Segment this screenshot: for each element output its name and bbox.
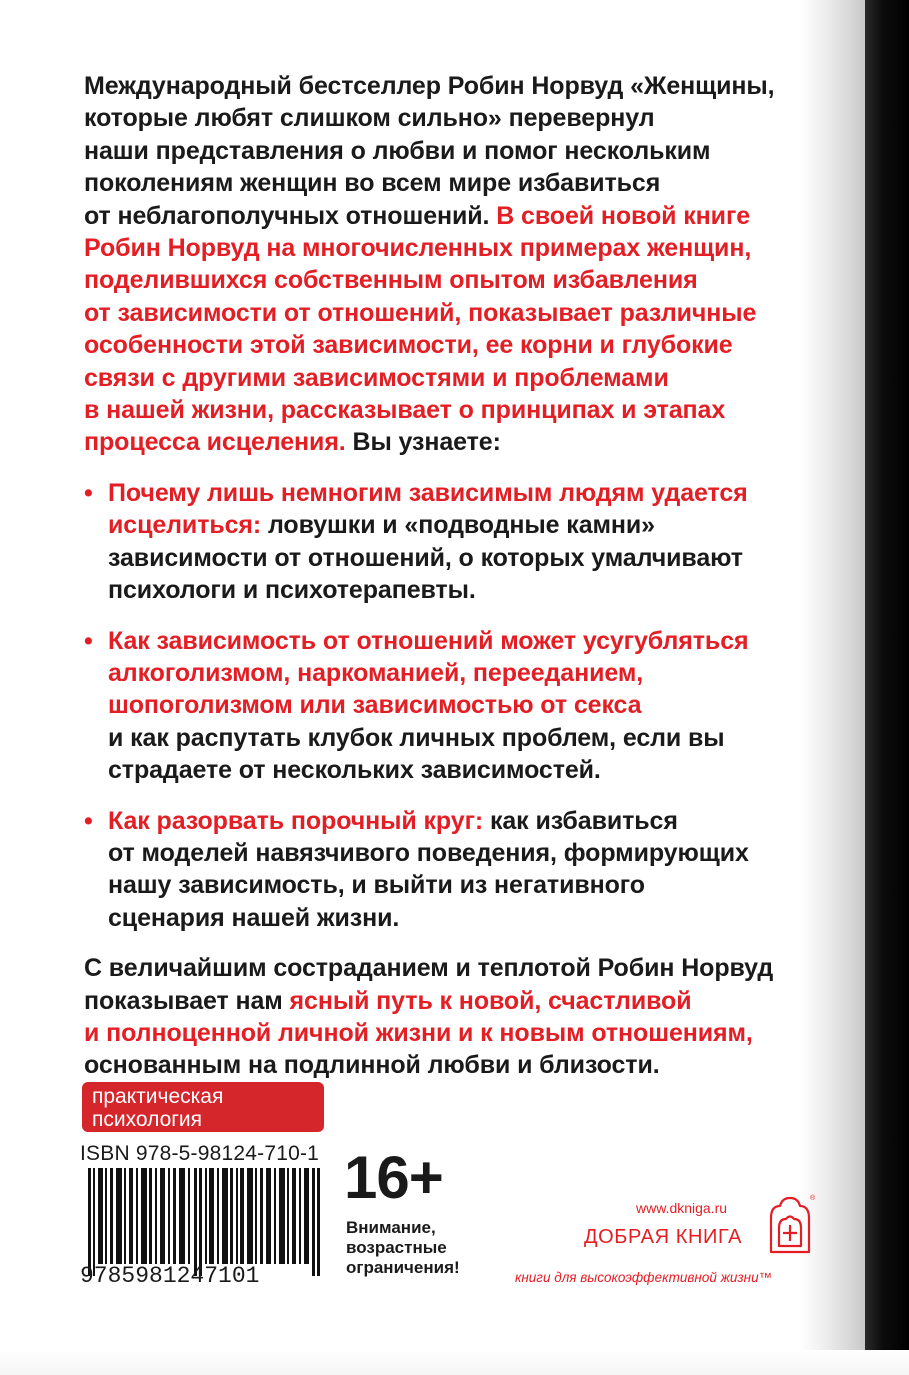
publisher-tagline: книги для высокоэффективной жизни™ — [515, 1270, 773, 1285]
bullet-dot-icon: • — [84, 806, 93, 835]
bullet-line: сценария нашей жизни. — [108, 903, 400, 932]
intro-line: в нашей жизни, рассказывает о принципах и этапах — [84, 396, 726, 425]
bullet-line: зависимости от отношений, о которых умалчивают — [108, 543, 743, 572]
bullet-dot-icon: • — [84, 626, 93, 655]
closing-line: и полноценной личной жизни и к новым отношениям, — [84, 1018, 753, 1047]
intro-line: Робин Норвуд на многочисленных примерах женщин, — [84, 234, 752, 263]
age-warning — [346, 1218, 506, 1278]
isbn-label: ISBN 978-5-98124-710-1 — [80, 1142, 320, 1165]
bullet-line: Как зависимость от отношений может усугубляться — [108, 626, 749, 655]
bullet-line: Почему лишь немногим зависимым людям удается — [108, 478, 748, 507]
page-bottom-edge — [0, 1350, 909, 1375]
intro-line: поделившихся собственным опытом избавления — [84, 266, 698, 295]
annotation-text — [84, 70, 804, 1082]
publisher-name: ДОБРАЯ КНИГА — [584, 1226, 743, 1248]
age-rating: 16+ — [344, 1144, 443, 1211]
bullet-dot-icon: • — [84, 478, 93, 507]
series-badge-line: психология — [92, 1108, 203, 1131]
intro-line: которые любят слишком сильно» перевернул — [84, 104, 655, 133]
publisher-logo-icon — [765, 1192, 815, 1254]
intro-line: процесса исцеления. Вы узнаете: — [84, 428, 501, 457]
bullet-line: алкоголизмом, наркоманией, перееданием, — [108, 658, 644, 687]
closing-line: основанным на подлинной любви и близости. — [84, 1051, 660, 1080]
intro-line: от зависимости от отношений, показывает различные — [84, 298, 757, 327]
bullet-item — [84, 477, 804, 607]
intro-line: поколениям женщин во всем мире избавиться — [84, 169, 661, 198]
closing-line: показывает нам ясный путь к новой, счастливой — [84, 986, 692, 1015]
bullet-line: Как разорвать порочный круг: как избавиться — [108, 806, 678, 835]
bullet-line: исцелиться: ловушки и «подводные камни» — [108, 511, 655, 540]
age-warning-line: Внимание, — [346, 1218, 436, 1237]
barcode-digits: 9785981247101 — [80, 1263, 260, 1289]
bullet-line: шопоголизмом или зависимостью от секса — [108, 691, 642, 720]
series-badge-line: практическая — [92, 1085, 224, 1108]
bullet-item — [84, 625, 804, 787]
barcode-image — [88, 1168, 322, 1276]
bullet-line: нашу зависимость, и выйти из негативного — [108, 871, 645, 900]
bullet-item — [84, 805, 804, 935]
bullet-line: и как распутать клубок личных проблем, если вы — [108, 723, 725, 752]
bullet-line: страдаете от нескольких зависимостей. — [108, 756, 601, 785]
bullet-line: психологи и психотерапевты. — [108, 576, 476, 605]
logo-registered-mark: ® — [810, 1195, 815, 1202]
closing-line: С величайшим состраданием и теплотой Робин Норвуд — [84, 954, 774, 983]
publisher-site: www.dkniga.ru — [636, 1200, 728, 1216]
intro-line: Международный бестселлер Робин Норвуд «Женщины, — [84, 72, 775, 100]
intro-line: особенности этой зависимости, ее корни и глубокие — [84, 331, 733, 360]
intro-line: связи с другими зависимостями и проблемами — [84, 363, 669, 392]
bullet-line: от моделей навязчивого поведения, формирующих — [108, 838, 749, 867]
spine-edge — [865, 0, 909, 1350]
intro-line: от неблагополучных отношений. В своей новой книге — [84, 201, 751, 230]
age-warning-line: возрастные — [346, 1238, 447, 1257]
series-badge — [82, 1082, 324, 1132]
age-warning-line: ограничения! — [346, 1258, 460, 1277]
intro-line: наши представления о любви и помог нескольким — [84, 136, 711, 165]
